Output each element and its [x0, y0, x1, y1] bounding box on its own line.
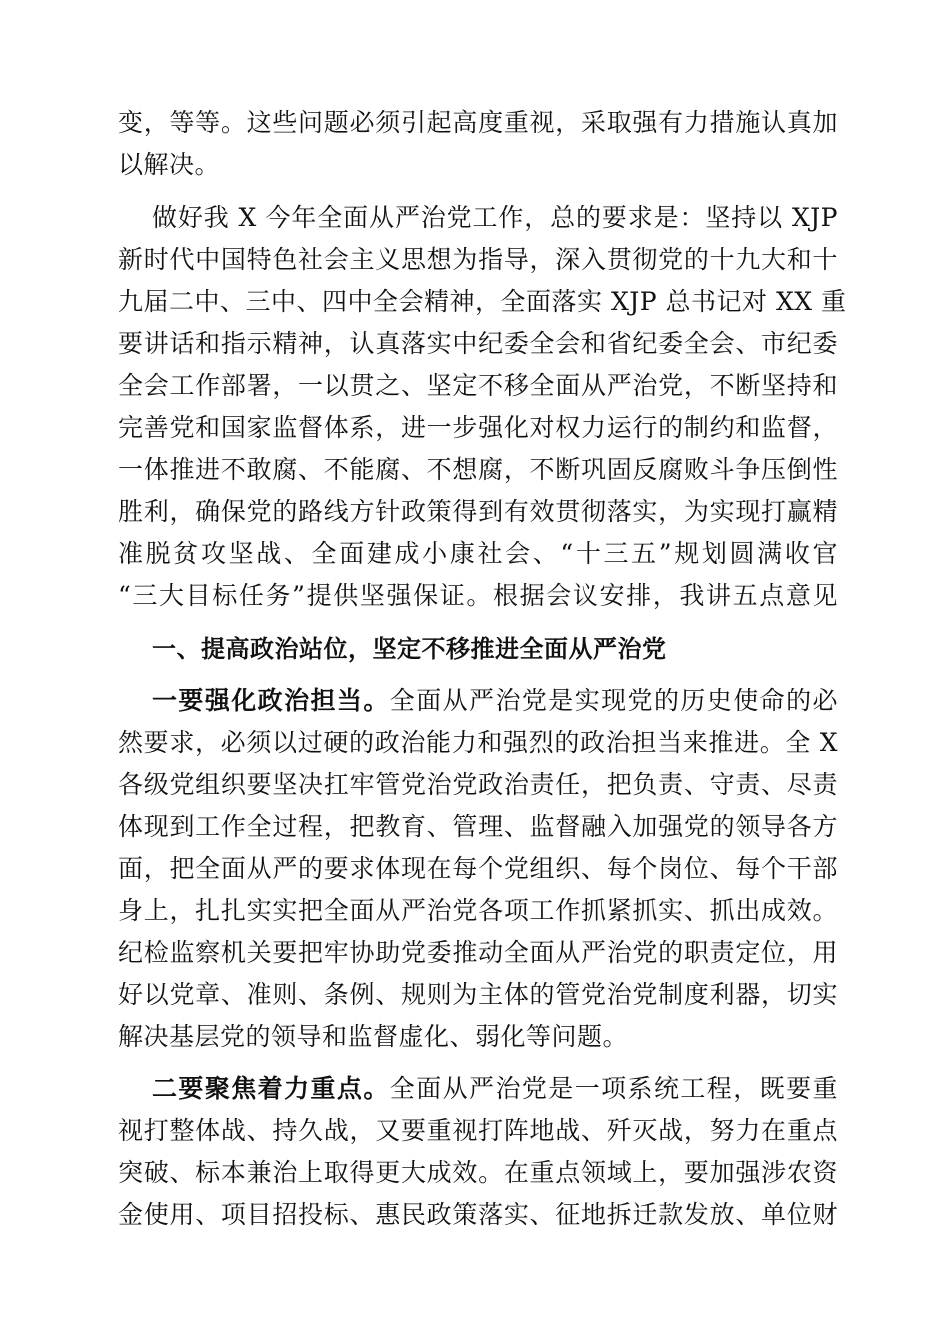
body-text-line: 做好我 X 今年全面从严治党工作，总的要求是：坚持以 XJP: [152, 203, 838, 232]
body-text-line: 九届二中、三中、四中全会精神，全面落实 XJP 总书记对 XX 重: [118, 287, 847, 316]
paragraph-lead: 一要强化政治担当。: [152, 686, 390, 715]
body-text-line: 准脱贫攻坚战、全面建成小康社会、“十三五”规划圆满收官: [118, 539, 838, 568]
body-text-line: 各级党组织要坚决扛牢管党治党政治责任，把负责、守责、尽责: [118, 770, 838, 799]
body-text-line: 突破、标本兼治上取得更大成效。在重点领域上，要加强涉农资: [118, 1158, 838, 1187]
body-text-line: 全会工作部署，一以贯之、坚定不移全面从严治党，不断坚持和: [118, 371, 838, 400]
body-text-line: 以解决。: [118, 150, 221, 179]
body-text-line: 变，等等。这些问题必须引起高度重视，采取强有力措施认真加: [118, 108, 838, 137]
body-text-line: 胜利，确保党的路线方针政策得到有效贯彻落实，为实现打赢精: [118, 497, 838, 526]
body-text-line: 完善党和国家监督体系，进一步强化对权力运行的制约和监督，: [118, 413, 838, 442]
paragraph-text: 全面从严治党是一项系统工程，既要重: [389, 1074, 838, 1103]
body-text-line: 解决基层党的领导和监督虚化、弱化等问题。: [118, 1022, 629, 1051]
body-text-line: 体现到工作全过程，把教育、管理、监督融入加强党的领导各方: [118, 812, 838, 841]
body-text-line: “三大目标任务”提供坚强保证。根据会议安排，我讲五点意见: [118, 581, 838, 610]
body-text-line: [152, 1074, 838, 1104]
body-text-line: 金使用、项目招投标、惠民政策落实、征地拆迁款发放、单位财: [118, 1200, 838, 1229]
body-text-line: 身上，扎扎实实把全面从严治党各项工作抓紧抓实、抓出成效。: [118, 896, 838, 925]
body-text-line: 一体推进不敢腐、不能腐、不想腐，不断巩固反腐败斗争压倒性: [118, 455, 838, 484]
body-text-line: 要讲话和指示精神，认真落实中纪委全会和省纪委全会、市纪委: [118, 329, 838, 358]
paragraph-text: 全面从严治党是实现党的历史使命的必: [389, 686, 838, 715]
body-text-line: 好以党章、准则、条例、规则为主体的管党治党制度利器，切实: [118, 980, 838, 1009]
body-text-line: 新时代中国特色社会主义思想为指导，深入贯彻党的十九大和十: [118, 245, 838, 274]
body-text-line: [152, 686, 838, 716]
body-text-line: 视打整体战、持久战，又要重视打阵地战、歼灭战，努力在重点: [118, 1116, 838, 1145]
body-text-line: 纪检监察机关要把牢协助党委推动全面从严治党的职责定位，用: [118, 938, 838, 967]
body-text-line: 面，把全面从严的要求体现在每个党组织、每个岗位、每个干部: [118, 854, 838, 883]
body-text-line: 然要求，必须以过硬的政治能力和强烈的政治担当来推进。全 X: [118, 728, 838, 757]
paragraph-lead: 二要聚焦着力重点。: [152, 1074, 390, 1103]
section-heading: 一、提高政治站位，坚定不移推进全面从严治党: [152, 635, 667, 663]
